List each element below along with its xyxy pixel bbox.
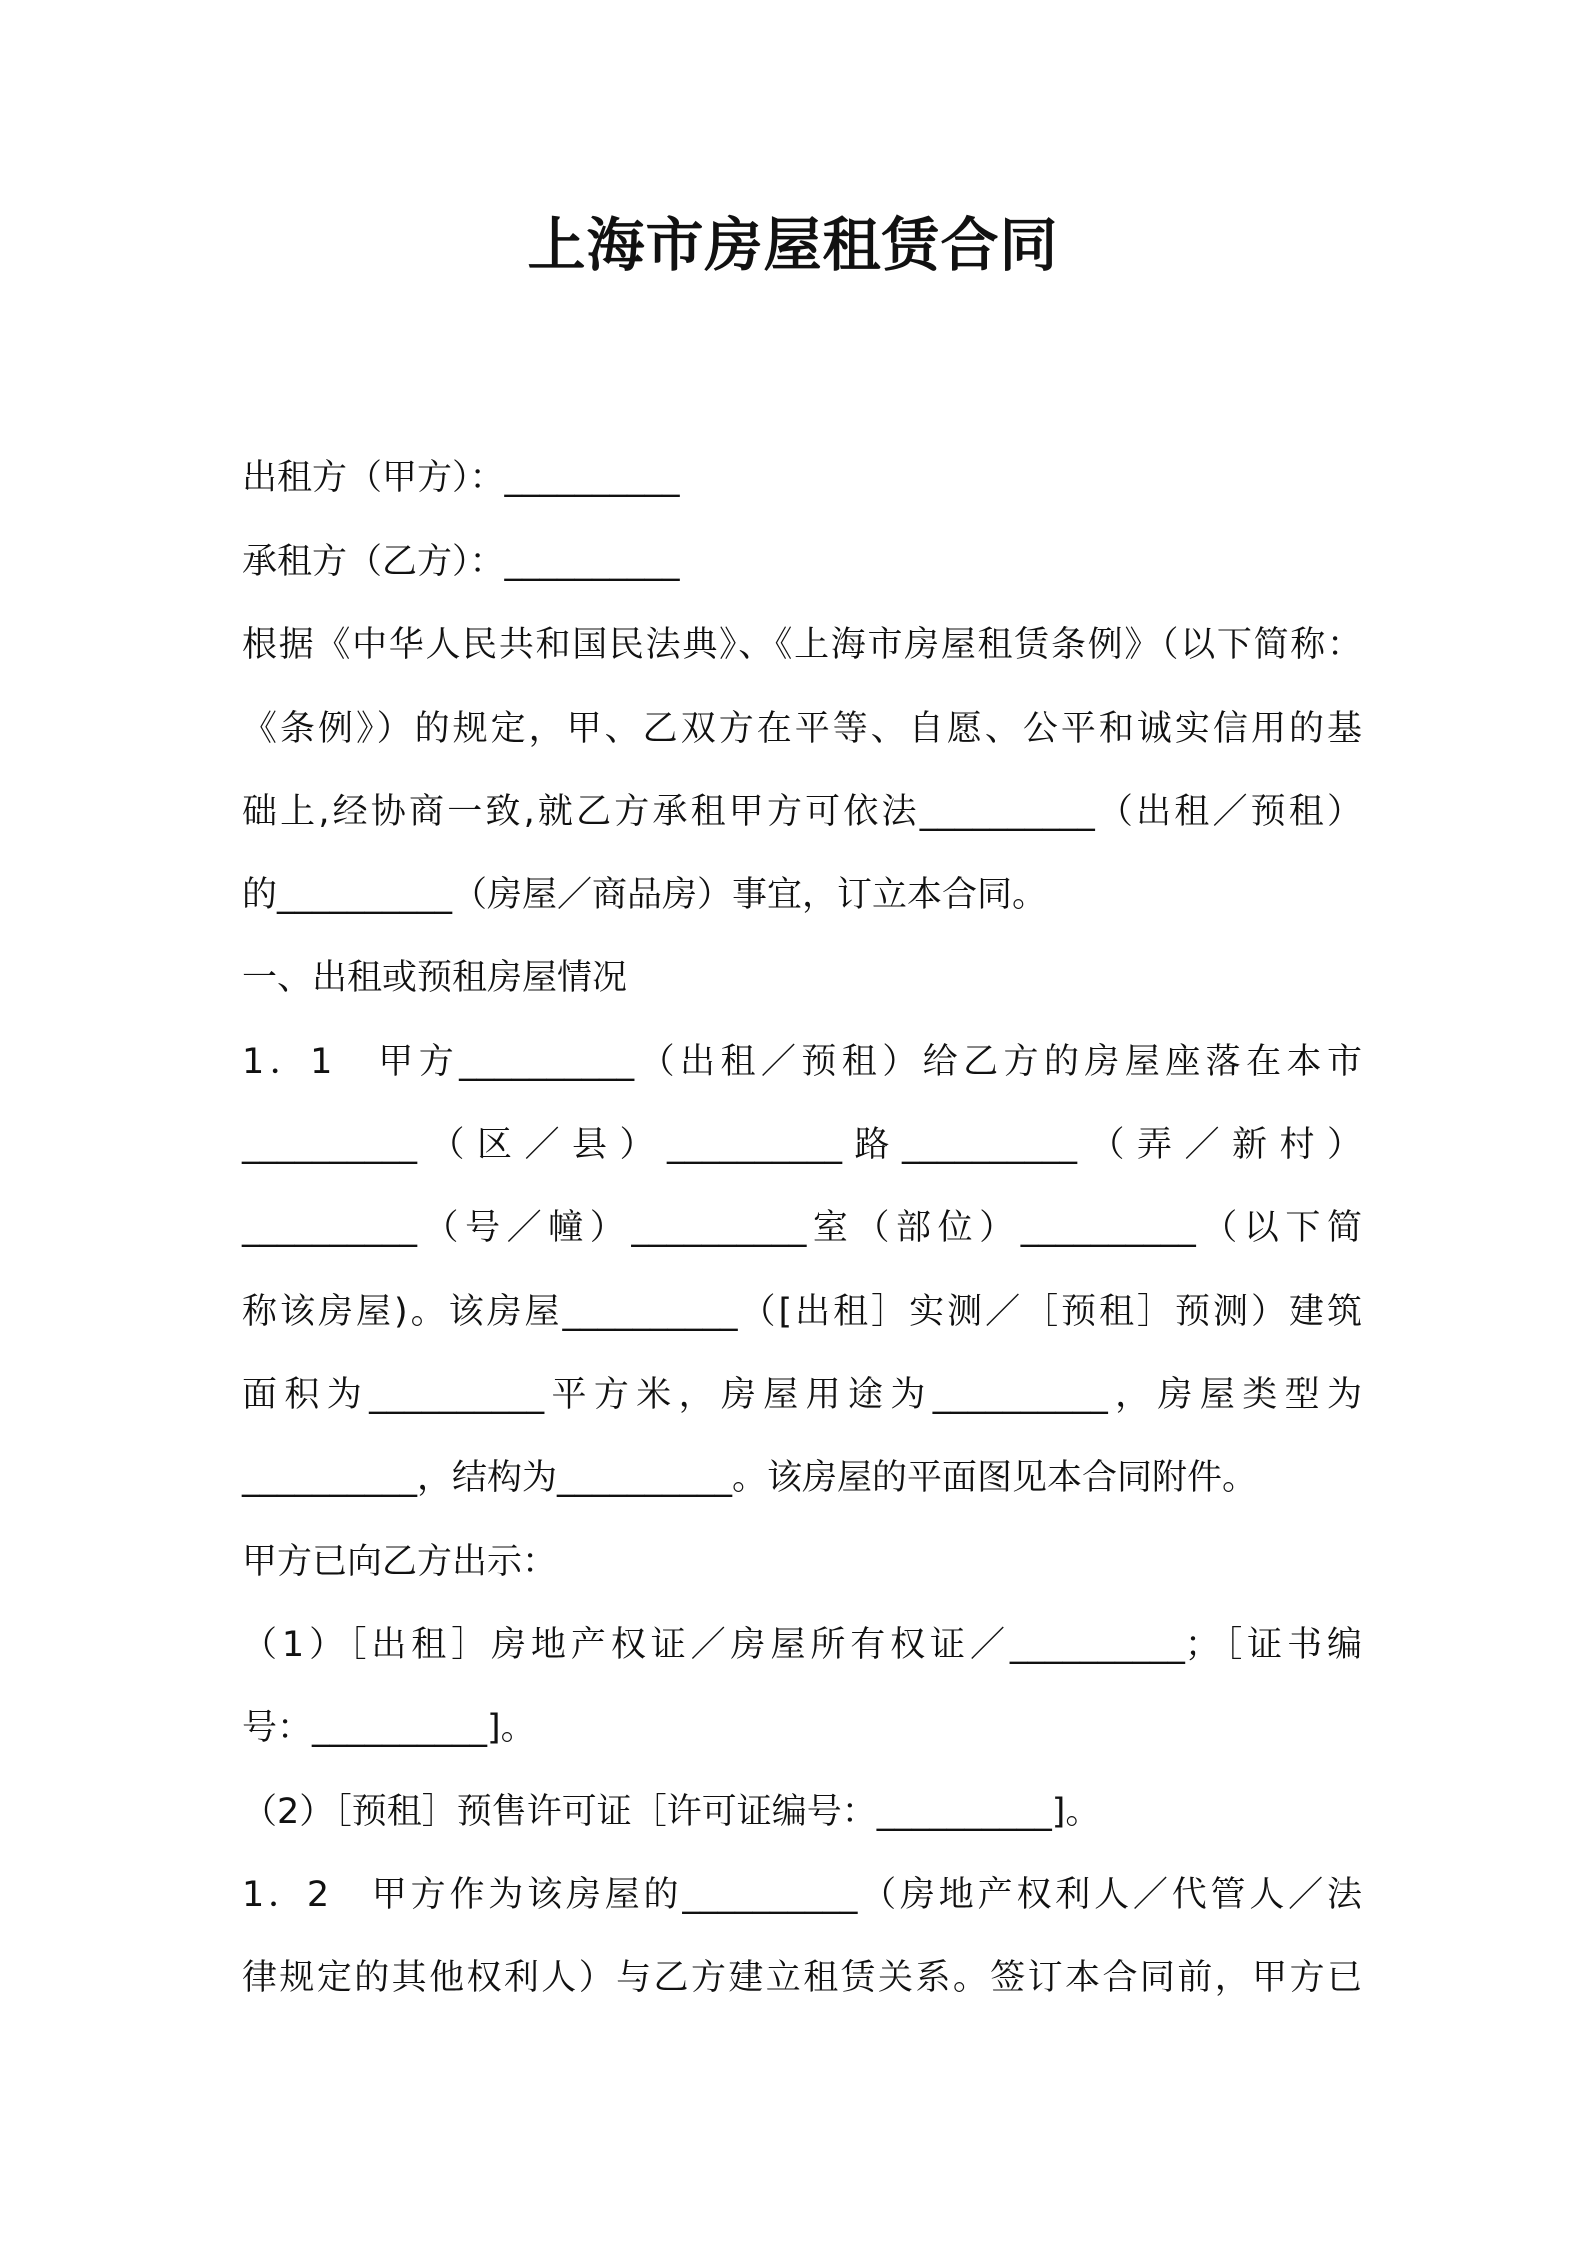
document-item-1-line-1: （1）［出租］房地产权证／房屋所有权证／__________；［证书编	[242, 1625, 1362, 1665]
lessee-party-line: 承租方（乙方）：__________	[242, 542, 680, 582]
preamble-line-4: 的__________（房屋／商品房）事宜，订立本合同。	[242, 875, 1048, 915]
document-item-1-line-2: 号：__________]。	[242, 1708, 536, 1748]
clause-1-2-line-2: 律规定的其他权利人）与乙方建立租赁关系。签订本合同前，甲方已	[242, 1958, 1362, 1998]
clause-1-2-line-1: 1．2 甲方作为该房屋的__________（房地产权利人／代管人／法	[242, 1875, 1362, 1915]
shown-documents-line: 甲方已向乙方出示：	[242, 1542, 558, 1582]
clause-1-1-line-4: 称该房屋)。该房屋__________（[出租］实测／［预租］预测）建筑	[242, 1292, 1362, 1332]
section-heading-1: 一、出租或预租房屋情况	[242, 958, 628, 998]
contract-title: 上海市房屋租赁合同	[527, 211, 1059, 279]
preamble-line-3: 础上,经协商一致,就乙方承租甲方可依法__________（出租／预租）	[242, 792, 1362, 832]
document-item-2-line: （2）［预租］预售许可证［许可证编号：__________]。	[242, 1792, 1101, 1832]
lessor-party-line: 出租方（甲方）：__________	[242, 458, 680, 498]
clause-1-1-line-3: __________（号／幢）__________室（部位）__________（以下简	[242, 1208, 1362, 1248]
clause-1-1-line-6: __________，结构为__________。该房屋的平面图见本合同附件。	[242, 1458, 1258, 1498]
clause-1-1-line-2: __________（区／县）__________路__________（弄／新村）	[242, 1125, 1362, 1165]
preamble-line-1: 根据《中华人民共和国民法典》、《上海市房屋租赁条例》（以下简称：	[242, 625, 1362, 665]
preamble-line-2: 《条例》）的规定，甲、乙双方在平等、自愿、公平和诚实信用的基	[242, 709, 1362, 749]
clause-1-1-line-5: 面积为__________平方米，房屋用途为__________，房屋类型为	[242, 1375, 1362, 1415]
clause-1-1-line-1: 1．1 甲方__________（出租／预租）给乙方的房屋座落在本市	[242, 1042, 1362, 1082]
